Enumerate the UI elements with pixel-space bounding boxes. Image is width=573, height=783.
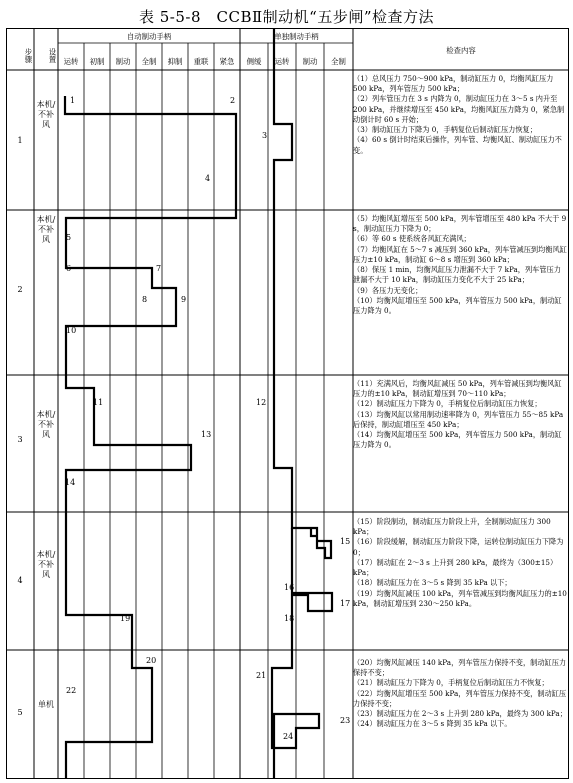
content-item: （16）阶段缓解，制动缸压力阶段下降，运转位制动缸压力下降为 0； xyxy=(353,537,564,557)
row-content-3 xyxy=(353,379,567,451)
content-item: （3）制动缸压力下降为 0，手柄复位后制动缸压力恢复； xyxy=(353,125,537,135)
marker-4: 4 xyxy=(205,174,211,183)
marker-2: 2 xyxy=(230,96,236,105)
auto-pos-full: 全制 xyxy=(141,57,157,66)
marker-9: 9 xyxy=(181,295,187,304)
marker-19: 19 xyxy=(120,614,131,623)
marker-23: 23 xyxy=(340,716,351,725)
marker-18: 18 xyxy=(284,614,295,623)
content-item: （18）制动缸压力在 3～5 s 降到 35 kPa 以下； xyxy=(353,578,512,588)
marker-21: 21 xyxy=(256,671,267,680)
content-item: （19）均衡风缸减压 100 kPa，列车管减压到均衡风缸压力的±10 kPa，制动缸增压到 230～250 kPa。 xyxy=(353,588,567,608)
step-number-3: 3 xyxy=(17,435,23,444)
content-item: （7）均衡风缸在 5～7 s 减压到 360 kPa，列车管减压到均衡风缸压力±10 kPa，制动缸 6～8 s 增压到 360 kPa； xyxy=(353,244,567,264)
step-number-1: 1 xyxy=(17,136,23,145)
header-step: 步骤 xyxy=(24,47,33,63)
marker-12: 12 xyxy=(256,398,267,407)
auto-pos-suppress: 抑制 xyxy=(167,57,183,66)
content-item: （1）总风压力 750～900 kPa，制动缸压力 0，均衡风缸压力 500 kPa，列车管压力 500 kPa； xyxy=(353,74,554,94)
marker-3: 3 xyxy=(262,131,268,140)
marker-24: 24 xyxy=(283,732,294,741)
marker-11: 11 xyxy=(93,398,104,407)
content-item: （4）60 s 倒计时结束后操作，列车管、均衡风缸、制动缸压力不变。 xyxy=(353,135,562,155)
step-number-4: 4 xyxy=(17,576,23,585)
marker-17: 17 xyxy=(340,599,351,608)
content-item: （21）制动缸压力下降为 0，手柄复位后制动缸压力不恢复； xyxy=(353,678,549,688)
marker-20: 20 xyxy=(146,656,157,665)
marker-5: 5 xyxy=(66,233,72,242)
table-title: 表 5-5-8 CCBⅡ制动机“五步闸”检查方法 xyxy=(138,8,435,26)
marker-10: 10 xyxy=(66,326,77,335)
marker-14: 14 xyxy=(65,478,76,487)
auto-pos-initial: 初制 xyxy=(89,57,105,66)
content-item: （15）阶段制动，制动缸压力阶段上升，全制制动缸压力 300 kPa； xyxy=(353,517,551,537)
indep-handle-path-1 xyxy=(274,28,331,558)
content-item: （12）制动缸压力下降为 0，手柄复位后制动缸压力恢复； xyxy=(353,399,542,409)
marker-16: 16 xyxy=(284,583,295,592)
content-item: （17）制动缸在 2～3 s 上升到 280 kPa，最终为（300±15）kPa； xyxy=(353,557,558,578)
row-content-1 xyxy=(353,74,567,156)
content-item: （6）等 60 s 使系统各风缸充满风； xyxy=(353,234,471,244)
auto-pos-run: 运转 xyxy=(63,57,79,66)
row-content-4 xyxy=(353,517,567,609)
header-content: 检查内容 xyxy=(446,46,476,55)
content-item: （22）均衡风缸增压至 500 kPa，列车管压力保持不变，制动缸压力保持不变； xyxy=(353,688,567,708)
indep-pos-bail: 侧缓 xyxy=(246,57,262,66)
row-content-2 xyxy=(353,214,567,316)
auto-pos-multi: 重联 xyxy=(193,57,209,66)
auto-pos-emergency: 紧急 xyxy=(219,57,235,66)
setting-4: 本机/不补风 xyxy=(36,550,56,579)
marker-1: 1 xyxy=(70,96,76,105)
indep-pos-full: 全制 xyxy=(331,57,346,66)
marker-22: 22 xyxy=(66,686,77,695)
setting-2: 本机/不补风 xyxy=(36,215,56,244)
row-content-5 xyxy=(353,658,567,730)
content-item: （8）保压 1 min，均衡风缸压力泄漏不大于 7 kPa，列车管压力泄漏不大于 10 kPa，制动缸压力变化不大于 25 kPa； xyxy=(353,265,561,285)
content-item: （2）列车管压力在 3 s 内降为 0，制动缸压力在 3～5 s 内升至 200 kPa，并继续增压至 450 kPa，均衡风缸压力降为 0，紧急制动倒计时 60 s 开始； xyxy=(353,94,565,124)
content-item: （9）各压力无变化； xyxy=(353,285,423,295)
indep-pos-run: 运转 xyxy=(274,57,290,66)
content-item: （11）充满风后，均衡风缸减压 50 kPa，列车管减压到均衡风缸压力的±10 kPa，制动缸增压到 70～110 kPa； xyxy=(353,379,562,399)
step-number-2: 2 xyxy=(17,285,23,294)
header-indep-handle: 单独制动手柄 xyxy=(274,32,319,41)
header-auto-handle: 自动制动手柄 xyxy=(126,32,172,41)
auto-pos-brake: 制动 xyxy=(115,57,131,66)
marker-6: 6 xyxy=(66,264,72,273)
content-item: （24）制动缸压力在 3～5 s 降到 35 kPa 以下。 xyxy=(353,719,512,729)
content-item: （13）均衡风缸以常用制动速率降为 0，列车管压力 55～85 kPa 后保持，制动缸增压至 450 kPa； xyxy=(353,409,564,429)
marker-15: 15 xyxy=(340,537,351,546)
setting-5: 单机 xyxy=(38,700,54,709)
setting-1: 本机/不补风 xyxy=(36,100,56,129)
marker-8: 8 xyxy=(142,295,148,304)
content-item: （14）均衡风缸增压至 500 kPa，列车管压力 500 kPa，制动缸压力降为 0。 xyxy=(353,430,562,450)
indep-handle-path-2 xyxy=(272,528,332,779)
indep-pos-brake: 制动 xyxy=(302,57,318,66)
marker-7: 7 xyxy=(156,264,162,273)
content-item: （20）均衡风缸减压 140 kPa，列车管压力保持不变，制动缸压力保持不变； xyxy=(353,658,567,678)
header-setting: 设置 xyxy=(48,47,57,63)
content-item: （5）均衡风缸增压至 500 kPa，列车管增压至 480 kPa 不大于 9 s，制动缸压力下降为 0； xyxy=(353,214,567,234)
content-item: （23）制动缸压力在 2～3 s 上升到 280 kPa，最终为 300 kPa； xyxy=(353,709,567,719)
content-item: （10）均衡风缸增压至 500 kPa，列车管压力 500 kPa，制动缸压力降为 0。 xyxy=(353,295,562,315)
step-number-5: 5 xyxy=(17,708,23,717)
setting-3: 本机/不补风 xyxy=(36,410,56,439)
marker-13: 13 xyxy=(201,430,212,439)
